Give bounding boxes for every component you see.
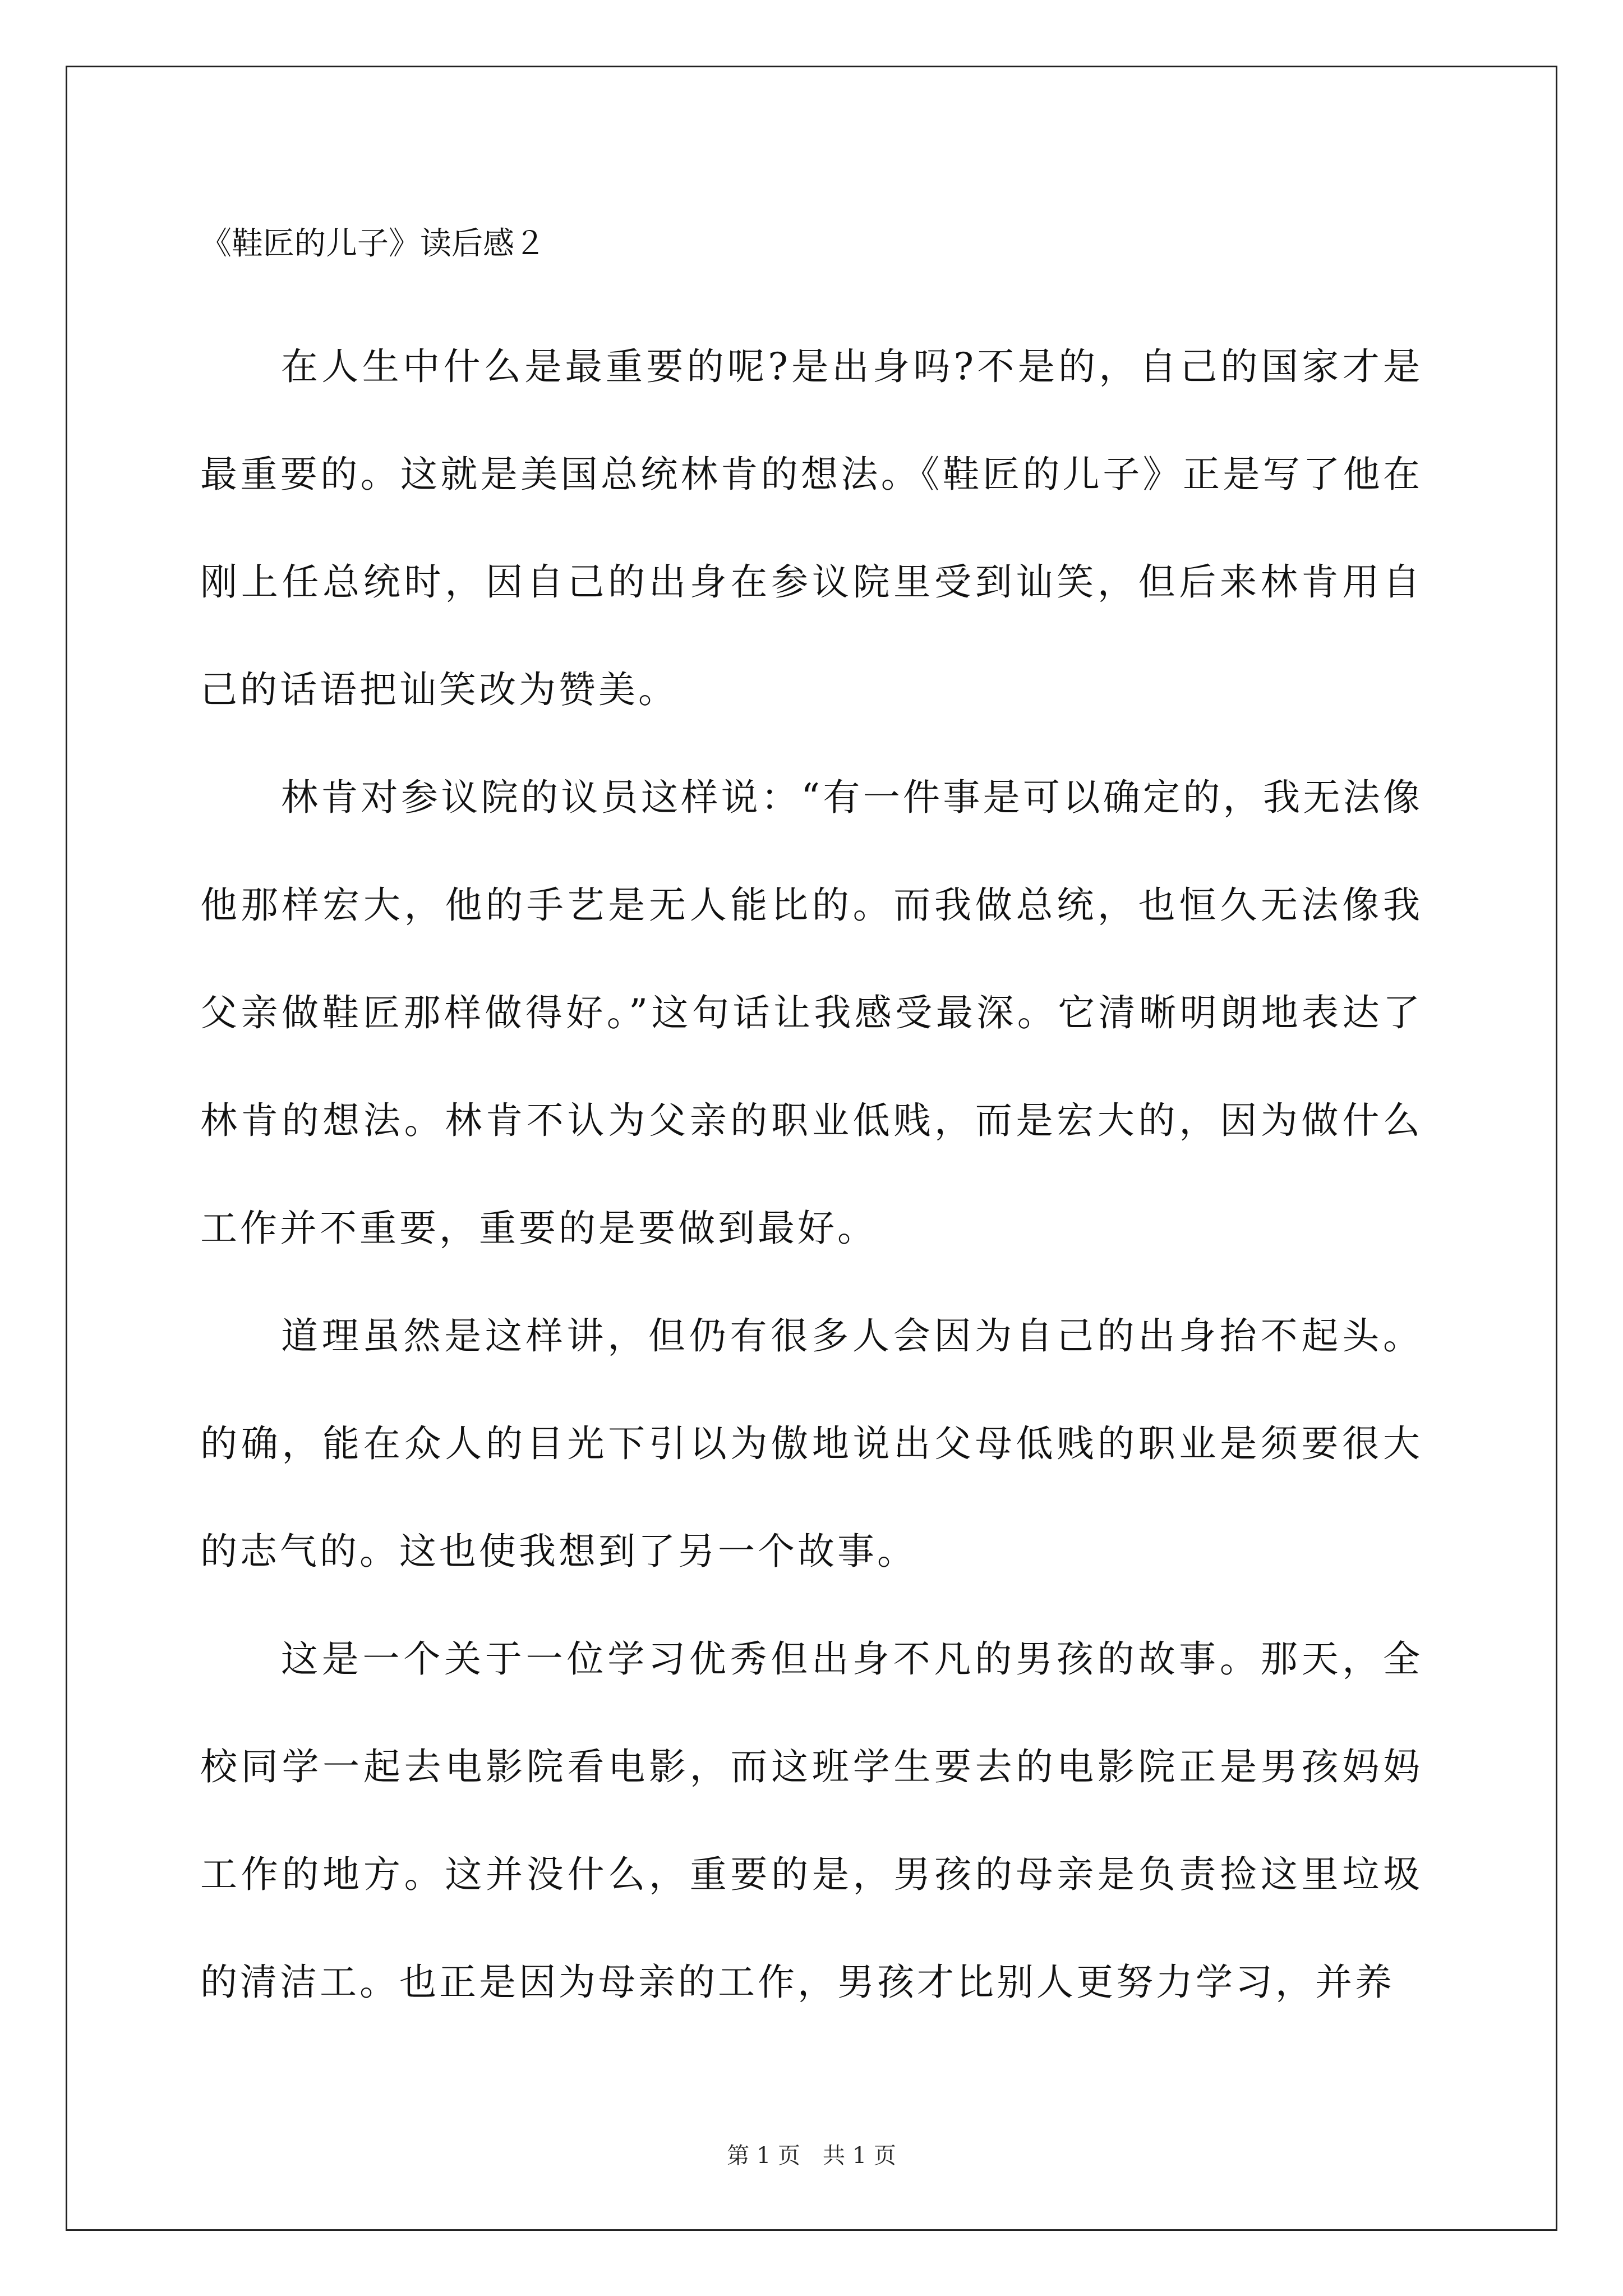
paragraph-4: 这是一个关于一位学习优秀但出身不凡的男孩的故事。那天，全校同学一起去电影院看电影，而这班学生要去的电影院正是男孩妈妈工作的地方。这并没什么，重要的是，男孩的母亲是负责捡这里垃圾的清洁工。也正是因为母亲的工作，男孩才比别人更努力学习，并养 [200,1637,1423,2004]
paragraph-1: 在人生中什么是最重要的呢?是出身吗?不是的，自己的国家才是最重要的。这就是美国总统林肯的想法。《鞋匠的儿子》正是写了他在刚上任总统时，因自己的出身在参议院里受到讪笑，但后来林肯用自己的话语把讪笑改为赞美。 [200,345,1423,711]
page-footer: 第 1 页 共 1 页 [727,2143,896,2169]
document-body [200,224,1423,2036]
document-title: 《鞋匠的儿子》读后感２ [200,226,546,262]
paragraph-2: 林肯对参议院的议员这样说：“有一件事是可以确定的，我无法像他那样宏大，他的手艺是无人能比的。而我做总统，也恒久无法像我父亲做鞋匠那样做得好。”这句话让我感受最深。它清晰明朗地表达了林肯的想法。林肯不认为父亲的职业低贱，而是宏大的，因为做什么工作并不重要，重要的是要做到最好。 [200,776,1423,1250]
paragraph-3: 道理虽然是这样讲，但仍有很多人会因为自己的出身抬不起头。的确，能在众人的目光下引以为傲地说出父母低贱的职业是须要很大的志气的。这也使我想到了另一个故事。 [200,1314,1423,1573]
